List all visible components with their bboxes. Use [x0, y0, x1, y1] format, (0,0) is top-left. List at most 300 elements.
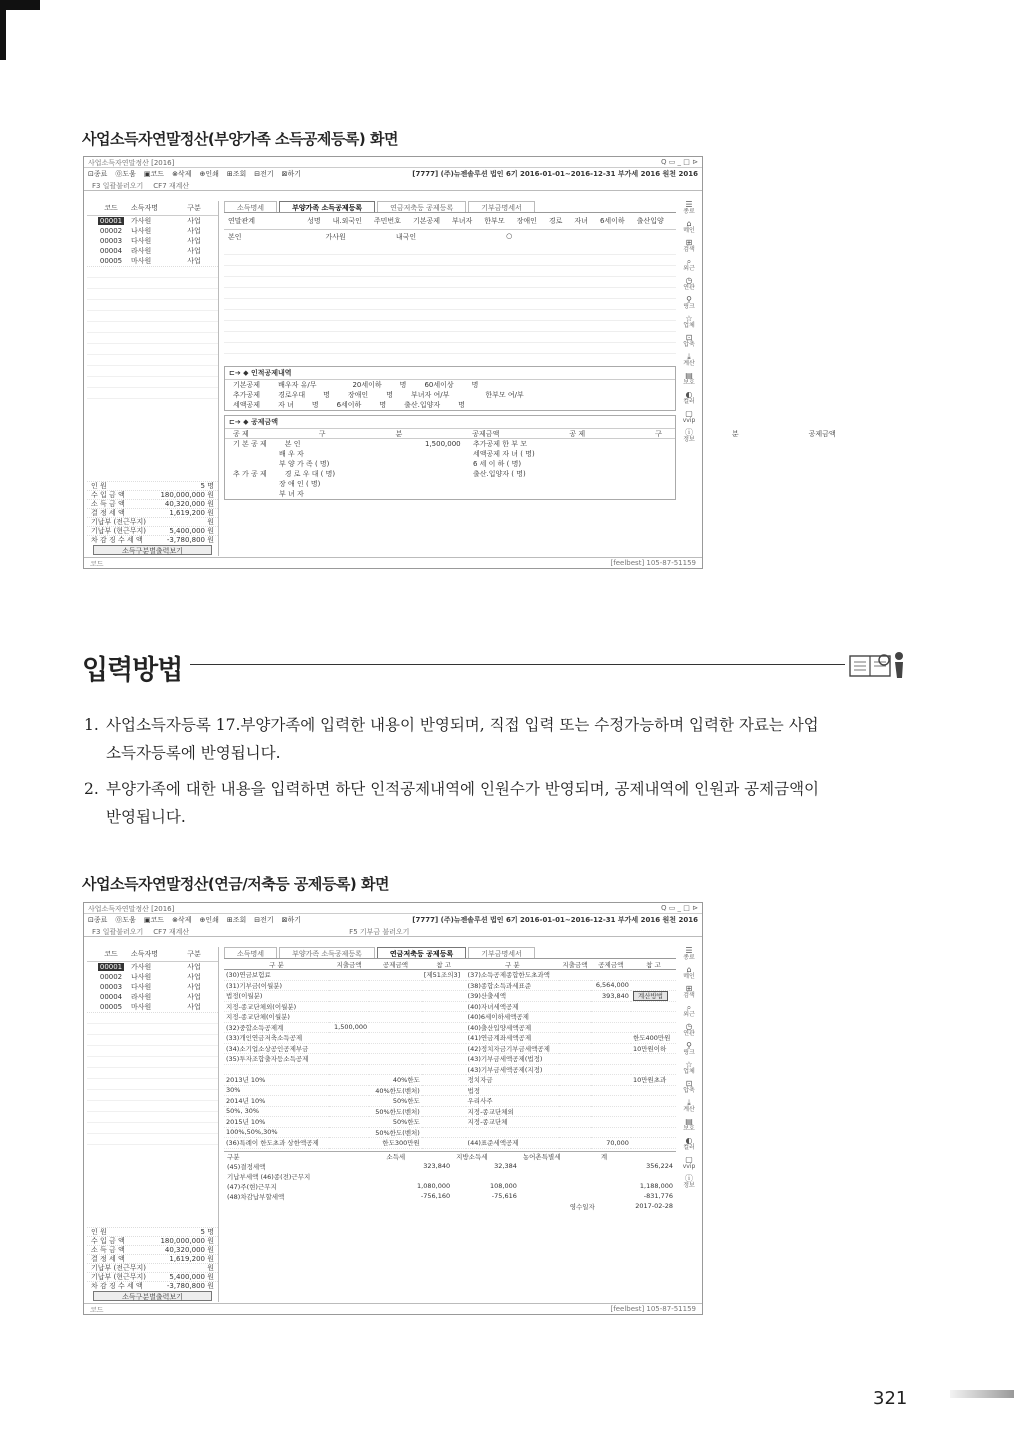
tax-header: [224, 1151, 676, 1161]
tax-cell: 32,384: [494, 1162, 517, 1170]
sidebar-8-icon: ⤓: [687, 352, 691, 361]
summary-value: 원: [207, 518, 214, 526]
person-code-text: 00004: [99, 993, 123, 1001]
table-row[interactable]: [87, 246, 218, 256]
dependents-header: [224, 213, 676, 230]
section2-title: 사업소득자연말정산(연금/저축등 공제등록) 화면: [82, 875, 389, 893]
person-type: 사업: [187, 257, 201, 265]
personal-cell: 명: [323, 391, 330, 399]
h-birth: 출산입양: [636, 217, 664, 225]
pension-cell: 우리사주: [466, 1096, 560, 1107]
calc-method-button[interactable]: 계산방법: [633, 991, 668, 1001]
ded-disabled: 장 애 인 ( 명): [279, 480, 321, 488]
pension-cell: [559, 1117, 591, 1128]
summary-row: [87, 535, 218, 544]
pension-cell: [329, 1117, 369, 1128]
tab-3[interactable]: 기부금명세서: [468, 201, 535, 212]
sidebar-12-button[interactable]: ⓘ 정보: [683, 1174, 695, 1189]
pension-cell: [422, 980, 466, 991]
person-name: 나사원: [131, 227, 152, 235]
sidebar-11-icon: ▢: [685, 1155, 693, 1164]
personal-cell: 명: [379, 401, 387, 409]
sidebar-11-button[interactable]: ▢ vvip: [682, 409, 696, 424]
pension-header-cell: 참 고: [631, 959, 676, 970]
sidebar-3-button[interactable]: ⌕ 외근: [683, 257, 695, 272]
person-code-text: 00001: [99, 963, 123, 971]
summary-row: [87, 1227, 218, 1236]
sidebar-2-icon: ⊞: [685, 984, 693, 993]
table-row[interactable]: [87, 256, 218, 266]
table-row: [224, 1127, 676, 1138]
sidebar-0-button[interactable]: ☰ 종료: [683, 200, 695, 215]
pension-cell: [329, 1012, 369, 1023]
sidebar-9-button[interactable]: ▤ 보호: [683, 1117, 695, 1132]
table-row[interactable]: [87, 226, 218, 236]
sidebar-4-button[interactable]: ◷ 연관: [683, 1022, 695, 1037]
h-ssn: 주민번호: [373, 217, 401, 225]
summary-value: 원: [207, 1264, 214, 1272]
person-name: 다사원: [131, 237, 152, 245]
toolbar-6-button[interactable]: ⊟전기: [254, 170, 274, 178]
window-controls[interactable]: Q ▭ _ □ ⊳: [660, 904, 698, 912]
personal-cell: 장애인: [347, 391, 369, 399]
instruction-2-num: 2.: [84, 780, 99, 798]
sidebar-1-button[interactable]: ⌂ 메인: [683, 965, 695, 980]
pension-cell: [591, 1096, 631, 1107]
pension-window: [83, 902, 703, 1315]
toolbar-3-button[interactable]: ⊗삭제: [172, 916, 192, 924]
pension-cell: 40%한도(벤처): [369, 1085, 422, 1096]
subbar: [84, 180, 702, 191]
sidebar-2-icon: ⊞: [685, 238, 693, 247]
person-name: 가사원: [131, 963, 152, 971]
tax-cell: [598, 1171, 676, 1181]
tax-cell: [520, 1181, 598, 1191]
pension-cell: [329, 1106, 369, 1117]
sidebar-10-button[interactable]: ◐ 컬러: [683, 1136, 695, 1151]
sidebar-10-icon: ◐: [685, 390, 693, 399]
sub-recalc-button[interactable]: CF7 재계산: [153, 928, 190, 936]
summary-value: 40,320,000 원: [164, 500, 214, 508]
toolbar-5-button[interactable]: ⊞조회: [226, 916, 247, 924]
tax-cell: 1,080,000: [417, 1182, 451, 1190]
personal-cell: 명: [386, 391, 393, 399]
toolbar: [84, 914, 702, 926]
tax-cell: 108,000: [489, 1182, 517, 1190]
sidebar-6-button[interactable]: ☆ 업체: [683, 314, 695, 329]
pension-cell: [329, 1096, 369, 1107]
row-name: 가사원: [325, 233, 346, 241]
sidebar-1-icon: ⌂: [686, 965, 692, 974]
person-code: [91, 983, 131, 991]
summary-label: 기납부 (전근무지): [91, 518, 147, 526]
sidebar-12-button[interactable]: ⓘ 정보: [683, 428, 695, 443]
pension-cell: [422, 1033, 466, 1044]
sidebar-3-button[interactable]: ⌕ 외근: [683, 1003, 695, 1018]
pension-cell: (41)연금계좌세액공제: [466, 1033, 560, 1044]
summary-row: [87, 1236, 218, 1245]
person-type: 사업: [187, 993, 201, 1001]
tax-cell: (47)주(현)근무지: [227, 1182, 277, 1191]
pension-cell: 10만원초과: [631, 1075, 676, 1086]
pension-cell: [422, 991, 466, 1002]
personal-cell: 명: [471, 381, 479, 389]
summary-value: 5,400,000 원: [169, 1273, 214, 1281]
pension-cell: 정치자금: [466, 1075, 560, 1086]
summary-row: [87, 1281, 218, 1290]
pension-cell: [329, 1085, 369, 1096]
pension-cell: (37)소득공제종합한도초과액: [466, 970, 560, 981]
person-name: 라사원: [131, 247, 152, 255]
tab-0[interactable]: 소득명세: [224, 947, 277, 958]
personal-cell: 세액공제: [233, 401, 261, 409]
sidebar-2-button[interactable]: ⊞ 검색: [683, 984, 695, 999]
pension-cell: [591, 1117, 631, 1128]
sidebar-7-button[interactable]: ⊡ 압축: [683, 333, 695, 348]
toolbar-7-button[interactable]: ⊠하기: [281, 916, 302, 924]
pension-cell: (30)연금보험료: [224, 970, 329, 981]
summary-value: 5,400,000 원: [169, 527, 214, 535]
person-type: 사업: [187, 247, 201, 255]
sub-load-button[interactable]: F3 일괄불러오기: [92, 928, 144, 936]
instruction-1-num: 1.: [84, 716, 99, 734]
table-row: [224, 1096, 676, 1107]
pension-cell: 100%,50%,30%: [224, 1127, 329, 1138]
pension-cell: [329, 1127, 369, 1138]
instruction-2-line1: 부양가족에 대한 내용을 입력하면 하단 인적공제내역에 인원수가 반영되며, 공제내역에 인원과 공제금액이: [106, 780, 820, 798]
person-type: 사업: [187, 227, 201, 235]
pension-cell: (42)정치자금기부금세액공제: [466, 1043, 560, 1054]
table-row[interactable]: [87, 982, 218, 992]
tax-cell: -75,616: [491, 1192, 517, 1200]
summary-row: [87, 517, 218, 526]
pension-cell: [329, 1054, 369, 1065]
h-under6: 6세이하: [599, 217, 625, 225]
pension-cell: 2014년 10%: [224, 1096, 329, 1107]
pension-cell: [631, 991, 676, 1002]
summary-row: [87, 1263, 218, 1272]
instruction-2: [84, 775, 914, 831]
dh-2: 분: [395, 429, 403, 438]
ded-under6: 6 세 이 하 ( 명): [473, 460, 522, 468]
table-row: [224, 1001, 676, 1012]
row-basic-mark: ○: [506, 232, 513, 240]
person-code: [91, 227, 131, 235]
pension-cell: 1,500,000: [329, 1022, 369, 1033]
summary-label: 기납부 (현근무지): [91, 527, 147, 535]
sidebar-6-icon: ☆: [685, 1060, 693, 1069]
personal-row: [225, 400, 675, 410]
person-code-text: 00004: [99, 247, 123, 255]
pension-cell: [422, 1012, 466, 1023]
main-panel: [224, 947, 676, 1302]
dh-6: 분: [731, 429, 739, 438]
summary-output-button[interactable]: 소득구분별출력보기: [93, 1291, 212, 1301]
person-code: [91, 257, 131, 265]
sub-donation-button[interactable]: F5 기부금 불러오기: [349, 928, 410, 936]
pension-cell: 50%, 30%: [224, 1106, 329, 1117]
person-code-text: 00005: [99, 1003, 123, 1011]
tax-cell: [383, 1171, 453, 1181]
tax-cell: (45)결정세액: [227, 1162, 266, 1171]
pension-cell: [591, 970, 631, 981]
table-row[interactable]: [87, 236, 218, 246]
pension-cell: [422, 1106, 466, 1117]
table-row[interactable]: [87, 1002, 218, 1012]
toolbar-0-button[interactable]: ⊡종료: [88, 170, 108, 178]
toolbar-2-button[interactable]: ▣코드: [143, 916, 165, 924]
table-row: [224, 980, 676, 991]
summary-row: [87, 481, 218, 490]
pension-cell: 40%한도: [369, 1075, 422, 1086]
tax-cell: 1,188,000: [639, 1182, 673, 1190]
dependent-row[interactable]: [224, 230, 676, 244]
table-row[interactable]: [87, 972, 218, 982]
pension-cell: [591, 1085, 631, 1096]
summary-row: [87, 490, 218, 499]
pension-header-cell: 지출금액: [329, 959, 369, 970]
pension-cell: [631, 1106, 676, 1117]
personal-deduction-box: [224, 366, 676, 411]
pension-cell: [559, 1064, 591, 1075]
earner-list: [87, 201, 219, 556]
person-type: 사업: [187, 983, 201, 991]
sub-recalc-button[interactable]: CF7 재계산: [153, 182, 190, 190]
ded-amount: 1,500,000: [425, 440, 461, 448]
table-row: [224, 970, 676, 981]
table-row[interactable]: [87, 216, 218, 226]
sidebar-11-button[interactable]: ▢ vvip: [682, 1155, 696, 1170]
window-title: 사업소득자연말정산 [2016]: [88, 905, 175, 913]
toolbar-0-button[interactable]: ⊡종료: [88, 916, 108, 924]
pension-cell: [591, 1106, 631, 1117]
pension-cell: (32)중합소득공제계: [224, 1022, 329, 1033]
tax-cell: [520, 1191, 598, 1201]
sidebar-0-button[interactable]: ☰ 종료: [683, 946, 695, 961]
pension-header-cell: 공제금액: [369, 959, 422, 970]
h-elderly: 경로: [548, 217, 563, 225]
subbar: [84, 926, 702, 937]
ded-extra-label: 추 가 공 제: [233, 470, 267, 478]
person-code-text: 00003: [99, 237, 123, 245]
summary-value: 180,000,000 원: [160, 491, 214, 499]
tax-cell: -831,776: [643, 1192, 673, 1200]
pension-cell: [224, 1064, 329, 1075]
personal-cell: 배우자 유/무: [278, 381, 317, 389]
pension-cell: (40)출산입양세액공제: [466, 1022, 560, 1033]
pension-cell: [559, 1043, 591, 1054]
pension-cell: 50%한도: [369, 1096, 422, 1107]
person-name: 가사원: [131, 217, 152, 225]
pension-cell: (39)산출세액: [466, 991, 560, 1002]
sidebar-7-button[interactable]: ⊡ 압축: [683, 1079, 695, 1094]
deduction-amount-title: ⊏➔ ◆ 공제금액: [225, 416, 675, 429]
pension-cell: [329, 970, 369, 981]
pension-cell: [422, 1085, 466, 1096]
toolbar-1-button[interactable]: ⓪도움: [115, 170, 136, 178]
summary-value: 1,619,200 원: [169, 509, 214, 517]
person-code: [91, 963, 131, 971]
ded-family: 부 양 가 족 ( 명): [279, 460, 330, 468]
tab-3[interactable]: 기부금명세서: [468, 947, 535, 958]
sidebar-5-icon: ⚲: [686, 1041, 692, 1050]
toolbar-6-button[interactable]: ⊟전기: [254, 916, 274, 924]
pension-cell: (36)특례이 한도초과 상한액공제: [224, 1138, 329, 1149]
table-row[interactable]: [87, 992, 218, 1002]
page-number: 321: [873, 1388, 908, 1409]
dh-4: 공 제: [569, 429, 586, 438]
summary-panel: [87, 1227, 218, 1302]
pension-cell: [559, 1022, 591, 1033]
pension-header-cell: 구 분: [224, 959, 329, 970]
pension-cell: [631, 1085, 676, 1096]
tab-2[interactable]: 연금저축등 공제등록: [377, 947, 466, 958]
toolbar-2-button[interactable]: ▣코드: [143, 170, 165, 178]
table-row: [224, 1106, 676, 1117]
summary-label: 차 감 징 수 세 액: [91, 1282, 143, 1290]
tab-2[interactable]: 연금저축등 공제등록: [377, 201, 466, 212]
personal-cell: 부녀자 여/부: [410, 391, 450, 399]
pension-cell: [329, 980, 369, 991]
earner-list-header: [87, 201, 218, 216]
deduction-amount-col: [425, 439, 465, 499]
personal-cell: 경로우대: [278, 391, 306, 399]
sidebar-8-button[interactable]: ⤓ 계산: [683, 1098, 695, 1113]
summary-row: [87, 1245, 218, 1254]
person-code: [91, 247, 131, 255]
toolbar-4-button[interactable]: ⊕인쇄: [199, 916, 219, 924]
toolbar: [84, 168, 702, 180]
tax-cell: [453, 1171, 520, 1181]
pension-cell: [631, 1022, 676, 1033]
personal-cell: 한부모 여/부: [485, 391, 524, 399]
pension-cell: [591, 1127, 631, 1138]
dh-1: 구: [318, 429, 326, 438]
pension-cell: [369, 1064, 422, 1075]
row-relation: 본인: [228, 233, 242, 241]
pension-cell: 지정-종교단체(이월분): [224, 1012, 329, 1023]
toolbar-4-button[interactable]: ⊕인쇄: [199, 170, 219, 178]
personal-cell: 60세이상: [424, 381, 454, 389]
sidebar-5-button[interactable]: ⚲ 링크: [683, 295, 695, 310]
sub-load-button[interactable]: F3 일괄불러오기: [92, 182, 144, 190]
sidebar-7-icon: ⊡: [685, 1079, 693, 1088]
tax-cell: [383, 1201, 453, 1211]
sidebar-11-icon: ▢: [685, 409, 693, 418]
tab-1[interactable]: 부양가족 소득공제등록: [279, 201, 375, 212]
status-right: [feelbest] 105-87-51159: [610, 559, 696, 567]
dependents-window: [83, 156, 836, 569]
personal-cell: 명: [311, 401, 319, 409]
table-row[interactable]: [87, 962, 218, 972]
tab-bar: [224, 201, 676, 213]
pension-cell: [422, 1043, 466, 1054]
instruction-1-line2: 소득자등록에 반영됩니다.: [106, 744, 281, 762]
pension-cell: [559, 1054, 591, 1065]
tax-cell: -756,160: [420, 1192, 451, 1200]
right-sidebar: [678, 201, 700, 556]
personal-row: [225, 380, 675, 390]
sidebar-9-icon: ▤: [685, 1117, 693, 1126]
summary-value: 40,320,000 원: [164, 1246, 214, 1254]
pension-cell: [329, 1001, 369, 1012]
ded-single-parent: 추가공제 한 부 모: [473, 440, 528, 448]
pension-cell: [422, 1001, 466, 1012]
personal-deduction-title: ⊏➔ ◆ 인적공제내역: [225, 367, 675, 380]
pension-header-cell: 공제금액: [591, 959, 631, 970]
pension-cell: [591, 1001, 631, 1012]
pension-cell: [329, 1138, 369, 1149]
summary-label: 수 입 금 액: [91, 1237, 125, 1245]
sidebar-6-button[interactable]: ☆ 업체: [683, 1060, 695, 1075]
sidebar-5-button[interactable]: ⚲ 링크: [683, 1041, 695, 1056]
person-code: [91, 973, 131, 981]
pension-header-cell: 구 분: [466, 959, 560, 970]
summary-label: 결 정 세 액: [91, 509, 125, 517]
tab-bar: [224, 947, 676, 959]
tax-cell: [224, 1201, 383, 1211]
sidebar-2-button[interactable]: ⊞ 검색: [683, 238, 695, 253]
tab-0[interactable]: 소득명세: [224, 201, 277, 212]
sidebar-4-button[interactable]: ◷ 연관: [683, 276, 695, 291]
sidebar-10-button[interactable]: ◐ 컬러: [683, 390, 695, 405]
table-row: [224, 991, 676, 1002]
book-reader-icon: [848, 648, 908, 680]
col-name: 소득자명: [131, 204, 159, 212]
h-name: 성명: [307, 217, 321, 225]
sidebar-8-button[interactable]: ⤓ 계산: [683, 352, 695, 367]
tax-cell: [453, 1201, 520, 1211]
col-type: 구분: [187, 204, 201, 212]
pension-cell: [559, 1138, 591, 1149]
pension-cell: [329, 1075, 369, 1086]
toolbar-3-button[interactable]: ⊗삭제: [172, 170, 192, 178]
tax-cell: 영수일자: [569, 1202, 595, 1211]
toolbar-7-button[interactable]: ⊠하기: [281, 170, 302, 178]
table-row: [224, 1201, 676, 1211]
person-code-text: 00005: [99, 257, 123, 265]
pension-cell: (34)소기업소상공인공제부금: [224, 1043, 329, 1054]
pension-cell: [369, 1043, 422, 1054]
h-disabled: 장애인: [516, 217, 537, 225]
sidebar-6-icon: ☆: [685, 314, 693, 323]
pension-cell: [559, 970, 591, 981]
summary-label: 수 입 금 액: [91, 491, 125, 499]
sidebar-1-button[interactable]: ⌂ 메인: [683, 219, 695, 234]
dh-0: 공 제: [233, 429, 249, 438]
pension-cell: [631, 1054, 676, 1065]
summary-label: 인 원: [91, 482, 107, 490]
toolbar-5-button[interactable]: ⊞조회: [226, 170, 247, 178]
summary-output-button[interactable]: 소득구분별출력보기: [93, 545, 212, 555]
pension-cell: 10만원이하: [631, 1043, 676, 1054]
summary-row: [87, 1272, 218, 1281]
table-row: [224, 1064, 676, 1075]
pension-cell: 50%한도(벤처): [369, 1106, 422, 1117]
pension-cell: [591, 1012, 631, 1023]
deduction-left: [225, 439, 425, 499]
dh-3: 공제금액: [472, 429, 500, 438]
window-controls[interactable]: Q ▭ _ □ ⊳: [660, 158, 698, 166]
pension-cell: 2013년 10%: [224, 1075, 329, 1086]
pension-cell: [591, 1043, 631, 1054]
pension-cell: [369, 1012, 422, 1023]
ded-basic-label: 기 본 공 제: [233, 440, 267, 448]
sidebar-9-button[interactable]: ▤ 보호: [683, 371, 695, 386]
toolbar-1-button[interactable]: ⓪도움: [115, 916, 136, 924]
h-nationality: 내.외국인: [332, 217, 362, 225]
tab-1[interactable]: 부양가족 소득공제등록: [279, 947, 375, 958]
